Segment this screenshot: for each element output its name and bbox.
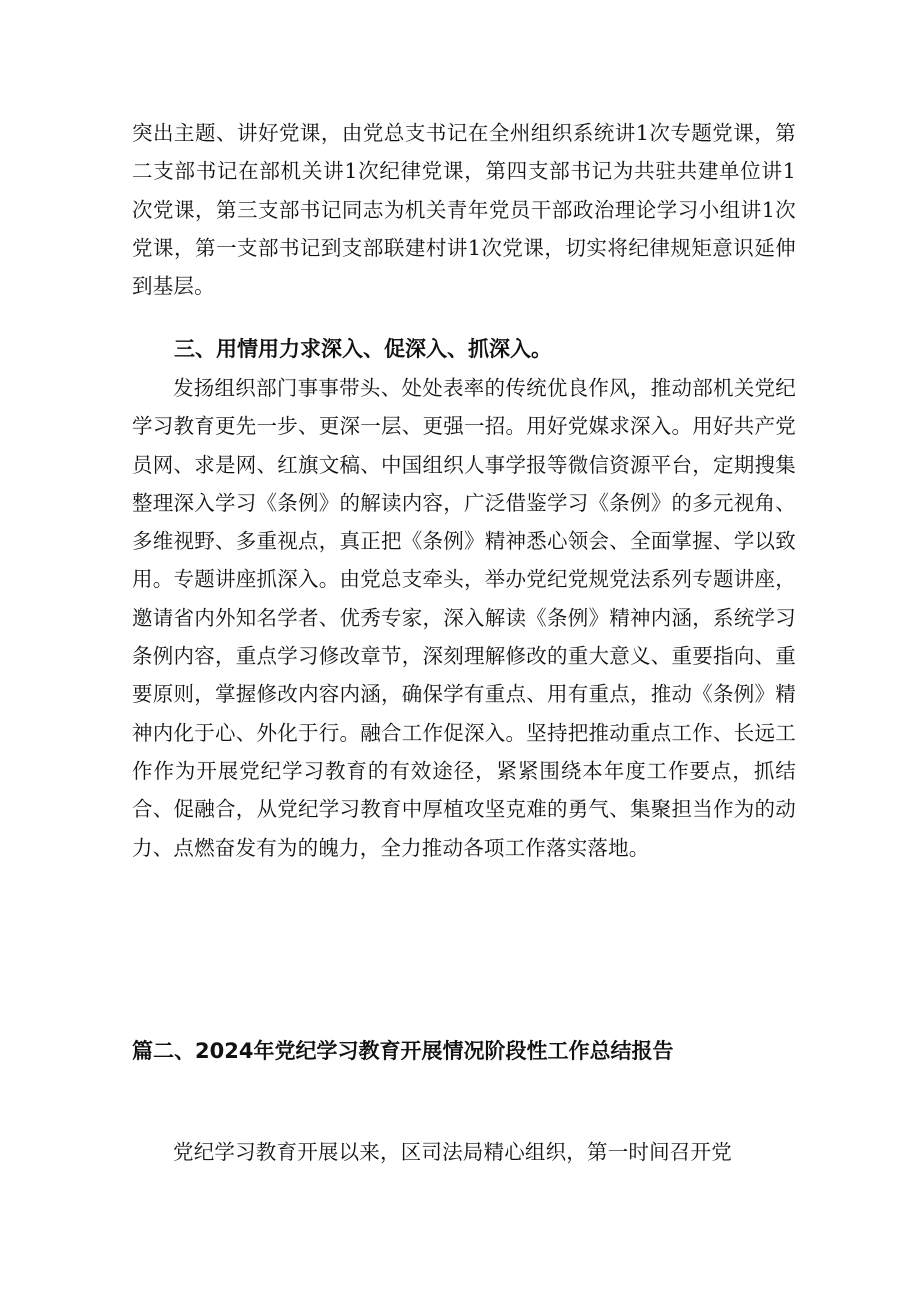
body-paragraph-3	[132, 1133, 796, 1171]
subheading-three: 三、用情用力求深入、促深入、抓深入。	[174, 337, 552, 361]
paragraph-text: 突出主题、讲好党课，由党总支书记在全州组织系统讲1次专题党课，第二支部书记在部机关讲1次纪律党课，第四支部书记为共驻共建单位讲1次党课，第三支部书记同志为机关青年党员干部政治理论学习小组讲1次党课，第一支部书记到支部联建村讲1次党课，切实将纪律规矩意识延伸到基层。	[132, 121, 796, 299]
body-paragraph-2	[132, 369, 796, 867]
body-paragraph-1	[132, 114, 796, 305]
paragraph-text: 党纪学习教育开展以来，区司法局精心组织，第一时间召开党	[173, 1140, 732, 1164]
paragraph-text: 发扬组织部门事事带头、处处表率的传统优良作风，推动部机关党纪学习教育更先一步、更深一层、更强一招。用好党媒求深入。用好共产党员网、求是网、红旗文稿、中国组织人事学报等微信资源平台，定期搜集整理深入学习《条例》的解读内容，广泛借鉴学习《条例》的多元视角、多维视野、多重视点，真正把《条例》精神悉心领会、全面掌握、学以致用。专题讲座抓深入。由党总支牵头，举办党纪党规党法系列专题讲座，邀请省内外知名学者、优秀专家，深入解读《条例》精神内涵，系统学习条例内容，重点学习修改章节，深刻理解修改的重大意义、重要指向、重要原则，掌握修改内容内涵，确保学有重点、用有重点，推动《条例》精神内化于心、外化于行。融合工作促深入。坚持把推动重点工作、长远工作作为开展党纪学习教育的有效途径，紧紧围绕本年度工作要点，抓结合、促融合，从党纪学习教育中厚植攻坚克难的勇气、集聚担当作为的动力、点燃奋发有为的魄力，全力推动各项工作落实落地。	[132, 376, 796, 860]
section-title: 篇二、2024年党纪学习教育开展情况阶段性工作总结报告	[132, 1039, 674, 1063]
